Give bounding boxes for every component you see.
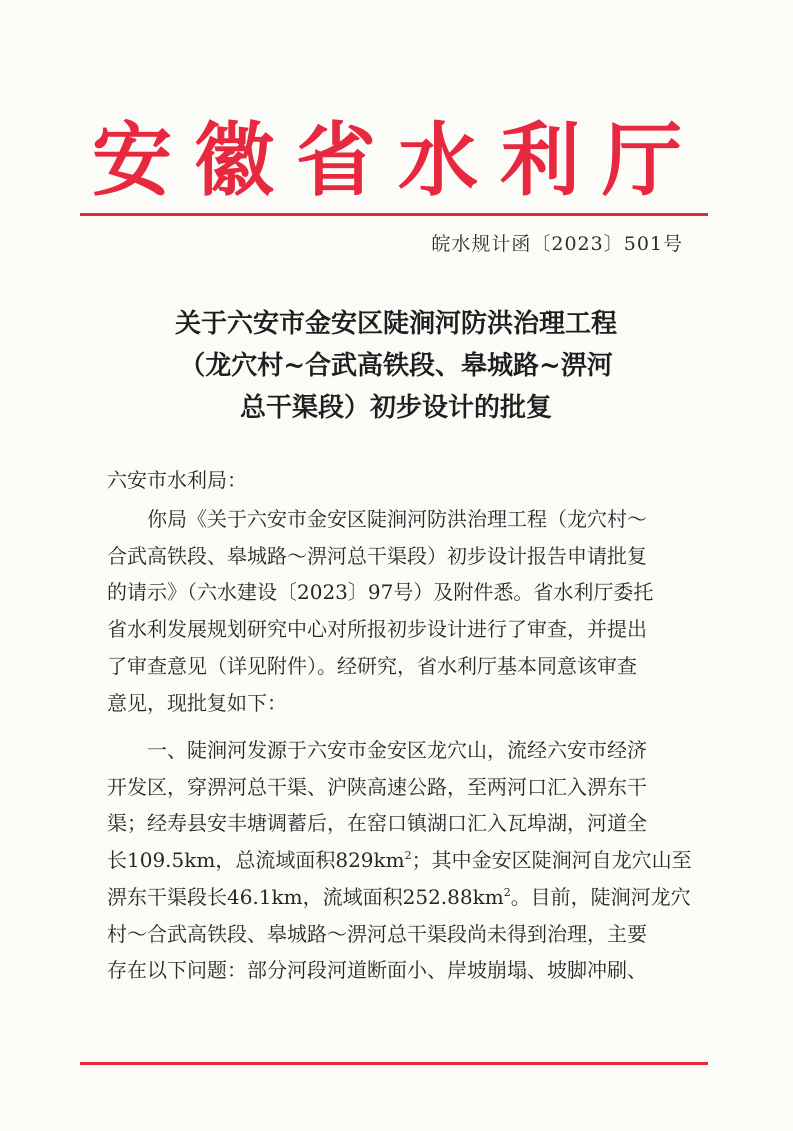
document-title bbox=[110, 303, 682, 429]
text-run: 长109.5km，总流域面积829km bbox=[107, 848, 405, 873]
paragraph-line: 了审查意见（详见附件）。经研究，省水利厅基本同意该审查 bbox=[107, 653, 637, 678]
text-run: 。目前，陡涧河龙穴 bbox=[510, 884, 691, 909]
addressee: 六安市水利局： bbox=[107, 468, 247, 492]
paragraph-line bbox=[107, 842, 692, 879]
letterhead-org-name: 安徽省水利厅 bbox=[92, 113, 704, 207]
paragraph-line: 一、陡涧河发源于六安市金安区龙穴山，流经六安市经济 bbox=[147, 738, 647, 762]
paragraph-line: 渠；经寿县安丰塘调蓄后，在窑口镇湖口汇入瓦埠湖，河道全 bbox=[107, 811, 647, 836]
paragraph-line bbox=[107, 879, 691, 916]
letterhead-divider bbox=[80, 213, 708, 216]
text-run: ；其中金安区陡涧河自龙穴山至 bbox=[411, 848, 692, 873]
paragraph-line: 意见，现批复如下： bbox=[107, 690, 287, 715]
paragraph-line: 你局《关于六安市金安区陡涧河防洪治理工程（龙穴村～ bbox=[147, 507, 647, 531]
paragraph-line: 存在以下问题：部分河段河道断面小、岸坡崩塌、坡脚冲刷、 bbox=[107, 958, 647, 983]
superscript: 2 bbox=[503, 885, 511, 899]
superscript: 2 bbox=[404, 849, 412, 863]
document-number: 皖水规计函〔2023〕501号 bbox=[431, 233, 683, 255]
title-line-1: 关于六安市金安区陡涧河防洪治理工程 bbox=[174, 309, 617, 339]
paragraph-line: 开发区，穿淠河总干渠、沪陕高速公路，至两河口汇入淠东干 bbox=[107, 774, 647, 799]
text-run: 淠东干渠段长46.1km，流域面积252.88km bbox=[107, 884, 504, 909]
body-paragraph-2 bbox=[107, 732, 692, 989]
paragraph-line: 的请示》（六水建设〔2023〕97号）及附件悉。省水利厅委托 bbox=[107, 580, 654, 605]
paragraph-line: 省水利发展规划研究中心对所报初步设计进行了审查，并提出 bbox=[107, 617, 647, 642]
paragraph-line: 村～合武高铁段、皋城路～淠河总干渠段尚未得到治理，主要 bbox=[107, 921, 647, 946]
footer-divider bbox=[80, 1062, 708, 1065]
title-line-2: （龙穴村~合武高铁段、皋城路~淠河 bbox=[179, 351, 613, 381]
body-paragraph-1 bbox=[107, 501, 687, 721]
title-line-3: 总干渠段）初步设计的批复 bbox=[239, 393, 552, 423]
paragraph-line: 合武高铁段、皋城路～淠河总干渠段）初步设计报告申请批复 bbox=[107, 543, 647, 568]
